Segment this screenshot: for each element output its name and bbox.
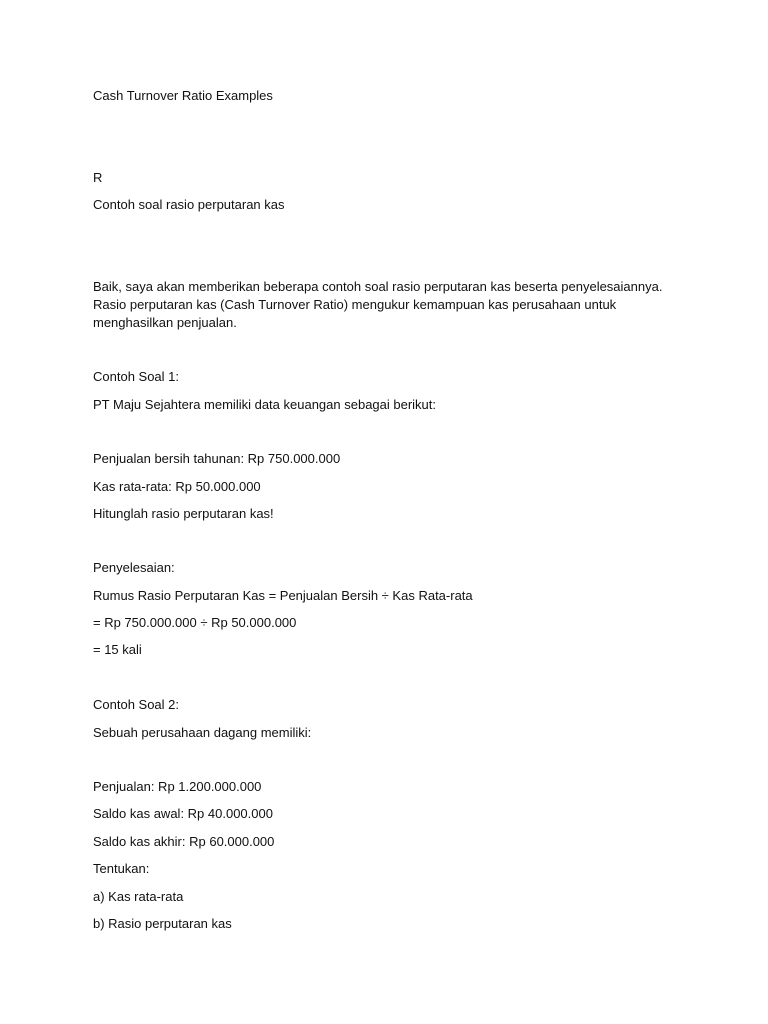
example-1-heading: Contoh Soal 1:	[93, 369, 180, 384]
example-1-statement: PT Maju Sejahtera memiliki data keuangan sebagai berikut:	[93, 397, 437, 412]
example-2-task-a: a) Kas rata-rata	[93, 889, 184, 904]
document-title: Cash Turnover Ratio Examples	[93, 88, 273, 103]
example-2-heading: Contoh Soal 2:	[93, 697, 180, 712]
example-2-end-cash: Saldo kas akhir: Rp 60.000.000	[93, 834, 275, 849]
example-1-sales: Penjualan bersih tahunan: Rp 750.000.000	[93, 451, 341, 466]
intro-paragraph	[93, 278, 673, 332]
example-2-begin-cash: Saldo kas awal: Rp 40.000.000	[93, 806, 273, 821]
document-subtitle: Contoh soal rasio perputaran kas	[93, 197, 285, 212]
example-1-question: Hitunglah rasio perputaran kas!	[93, 506, 274, 521]
intro-line-2: Rasio perputaran kas (Cash Turnover Ratio) mengukur kemampuan kas perusahaan untuk	[93, 297, 617, 312]
example-2-task: Tentukan:	[93, 861, 150, 876]
example-1-solution-heading: Penyelesaian:	[93, 560, 175, 575]
example-2-sales: Penjualan: Rp 1.200.000.000	[93, 779, 262, 794]
example-2-statement: Sebuah perusahaan dagang memiliki:	[93, 725, 312, 740]
intro-line-1: Baik, saya akan memberikan beberapa contoh soal rasio perputaran kas beserta penyelesaiannya.	[93, 279, 663, 294]
intro-line-3: menghasilkan penjualan.	[93, 315, 237, 330]
example-1-formula: Rumus Rasio Perputaran Kas = Penjualan Bersih ÷ Kas Rata-rata	[93, 588, 473, 603]
example-2-task-b: b) Rasio perputaran kas	[93, 916, 232, 931]
document-letter: R	[93, 170, 103, 185]
example-1-step: = Rp 750.000.000 ÷ Rp 50.000.000	[93, 615, 297, 630]
example-1-result: = 15 kali	[93, 642, 142, 657]
example-1-avg-cash: Kas rata-rata: Rp 50.000.000	[93, 479, 261, 494]
